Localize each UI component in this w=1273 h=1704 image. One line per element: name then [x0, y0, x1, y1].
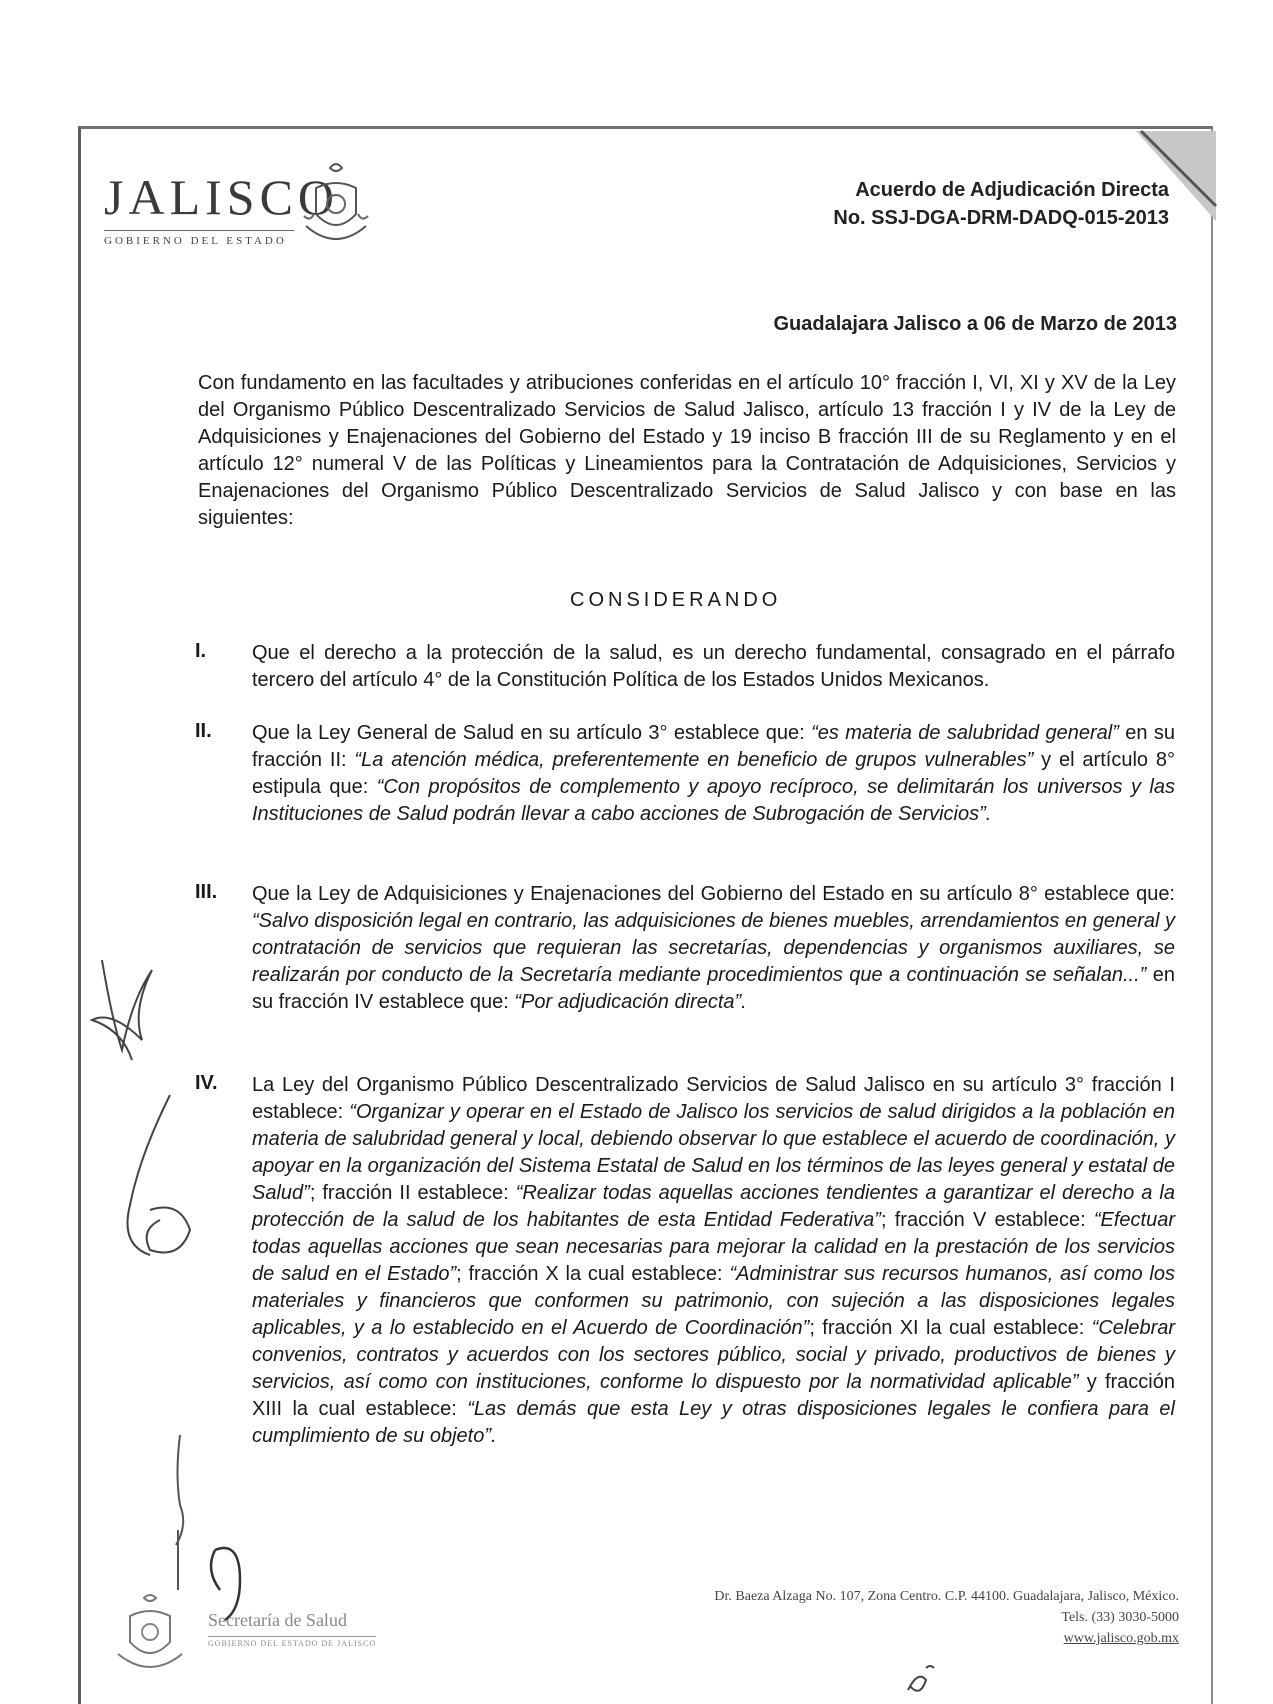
- item-text: Que la Ley General de Salud en su artículo 3° establece que: “es materia de salubridad general” en su fracción II: “La atención médica, preferentemente en beneficio de grupos vulnerables” y el artículo 8° estipula que: “Con propósitos de complemento y apoyo recíproco, se delimitarán los universos y las Instituciones de Salud podrán llevar a cabo acciones de Subrogación de Servicios”.: [252, 722, 1176, 825]
- item-number: II.: [195, 720, 212, 742]
- considerando-item: [195, 720, 1175, 828]
- footer-logo: [108, 1592, 377, 1692]
- footer-initial: [900, 1660, 940, 1700]
- item-number: I.: [195, 640, 207, 662]
- footer-address-block: [714, 1586, 1179, 1649]
- considerando-item: [195, 640, 1175, 694]
- document-header: [833, 176, 1169, 232]
- intro-paragraph: Con fundamento en las facultades y atribuciones conferidas en el artículo 10° fracción I, VI, XI y XV de la Ley del Organismo Público Descentralizado Servicios de Salud Jalisco, artículo 13 fracción I y IV de la Ley de Adquisiciones y Enajenaciones del Gobierno del Estado y 19 inciso B fracción III de su Reglamento y en el artículo 12° numeral V de las Políticas y Lineamientos para la Contratación de Adquisiciones, Servicios y Enajenaciones del Organismo Público Descentralizado Servicios de Salud Jalisco y con base en las siguientes:: [198, 372, 1176, 529]
- item-number: IV.: [195, 1072, 218, 1094]
- logo-word: JALISCO: [104, 169, 340, 225]
- footer-logo-subtitle: GOBIERNO DEL ESTADO DE JALISCO: [208, 1636, 376, 1648]
- margin-signature-1: [82, 940, 172, 1070]
- document-number: No. SSJ-DGA-DRM-DADQ-015-2013: [833, 207, 1169, 229]
- footer-website-link[interactable]: www.jalisco.gob.mx: [1063, 1631, 1179, 1646]
- section-heading: CONSIDERANDO: [570, 589, 782, 611]
- state-crest-icon: [300, 160, 372, 250]
- date-line: Guadalajara Jalisco a 06 de Marzo de 2013: [773, 313, 1177, 335]
- considerando-item: [195, 1072, 1175, 1450]
- margin-signature-2: [100, 1090, 200, 1270]
- document-title: Acuerdo de Adjudicación Directa: [855, 179, 1169, 201]
- considerando-item: [195, 881, 1175, 1016]
- margin-signature-3: [160, 1430, 200, 1600]
- footer-address: Dr. Baeza Alzaga No. 107, Zona Centro. C.P. 44100. Guadalajara, Jalisco, México.: [714, 1589, 1179, 1604]
- item-number: III.: [195, 881, 218, 903]
- footer-phone: Tels. (33) 3030-5000: [1061, 1610, 1179, 1625]
- item-text: Que el derecho a la protección de la salud, es un derecho fundamental, consagrado en el párrafo tercero del artículo 4° de la Constitución Política de los Estados Unidos Mexicanos.: [252, 642, 1175, 691]
- item-text: Que la Ley de Adquisiciones y Enajenaciones del Gobierno del Estado en su artículo 8° establece que: “Salvo disposición legal en contrario, las adquisiciones de bienes muebles, arrendamientos en general y contratación de servicios que requieran las secretarías, dependencias y organismos auxiliares, se realizarán por conducto de la Secretaría mediante procedimientos que a continuación se señalan...” en su fracción IV establece que: “Por adjudicación directa”.: [252, 883, 1175, 1013]
- item-text: La Ley del Organismo Público Descentralizado Servicios de Salud Jalisco en su artículo 3° fracción I establece: “Organizar y operar en el Estado de Jalisco los servicios de salud dirigidos a la población en materia de salubridad general y local, debiendo observar lo que establece el acuerdo de coordinación, y apoyar en la organización del Sistema Estatal de Salud en los términos de las leyes general y estatal de Salud”; fracción II establece: “Realizar todas aquellas acciones tendientes a garantizar el derecho a la protección de la salud de los habitantes de esta Entidad Federativa”; fracción V establece: “Efectuar todas aquellas acciones que sean necesarias para mejorar la calidad en la prestación de los servicios de salud en el Estado”; fracción X la cual establece: “Administrar sus recursos humanos, así como los materiales y financieros que conformen su patrimonio, con sujeción a las disposiciones legales aplicables, y a lo establecido en el Acuerdo de Coordinación”; fracción XI la cual establece: “Celebrar convenios, contratos y acuerdos con los sectores público, social y privado, productivos de bienes y servicios, así como con instituciones, conforme lo dispuesto por la normatividad aplicable” y fracción XIII la cual establece: “Las demás que esta Ley y otras disposiciones legales le confiera para el cumplimiento de su objeto”.: [252, 1074, 1176, 1447]
- footer-crest-icon: [108, 1592, 192, 1687]
- logo-subtitle: GOBIERNO DEL ESTADO: [104, 230, 294, 247]
- footer-logo-name: Secretaría de Salud: [208, 1610, 347, 1630]
